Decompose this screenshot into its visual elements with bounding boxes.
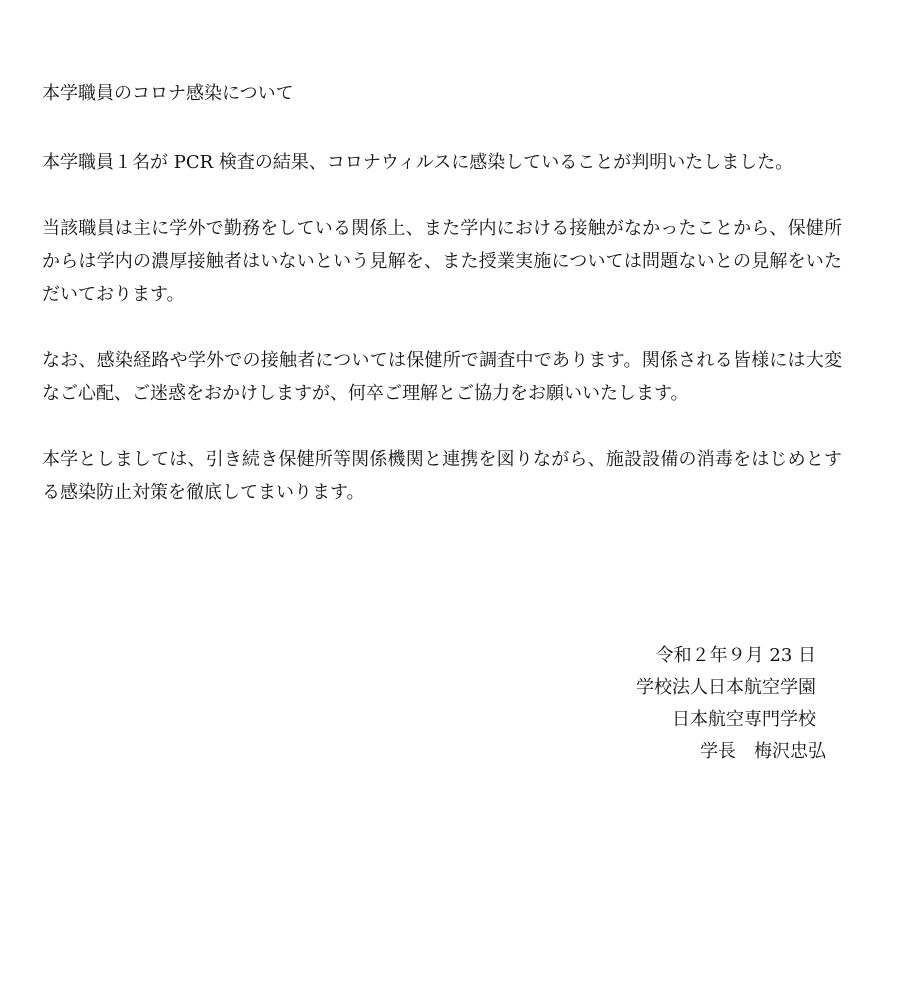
signature-block bbox=[636, 640, 826, 768]
notice-title: 本学職員のコロナ感染について bbox=[42, 83, 294, 104]
paragraph-investigation: なお、感染経路や学外での接触者については保健所で調査中であります。関係される皆様には大変なご心配、ご迷惑をおかけしますが、何卒ご理解とご協力をお願いいたします。 bbox=[42, 350, 842, 404]
paragraph-infection-report: 本学職員１名が PCR 検査の結果、コロナウィルスに感染していることが判明いたしました。 bbox=[42, 152, 794, 173]
issue-date: 令和２年９月 23 日 bbox=[655, 645, 816, 666]
notice-document bbox=[42, 78, 842, 509]
corporation-name: 学校法人日本航空学園 bbox=[636, 677, 816, 698]
principal-name: 学長 梅沢忠弘 bbox=[700, 741, 826, 762]
paragraph-prevention-measures: 本学としましては、引き続き保健所等関係機関と連携を図りながら、施設設備の消毒をはじめとする感染防止対策を徹底してまいります。 bbox=[42, 449, 842, 503]
paragraph-health-center-view: 当該職員は主に学外で勤務をしている関係上、また学内における接触がなかったことから、保健所からは学内の濃厚接触者はいないという見解を、また授業実施については問題ないとの見解をいただいております。 bbox=[42, 218, 842, 305]
school-name: 日本航空専門学校 bbox=[672, 709, 816, 730]
